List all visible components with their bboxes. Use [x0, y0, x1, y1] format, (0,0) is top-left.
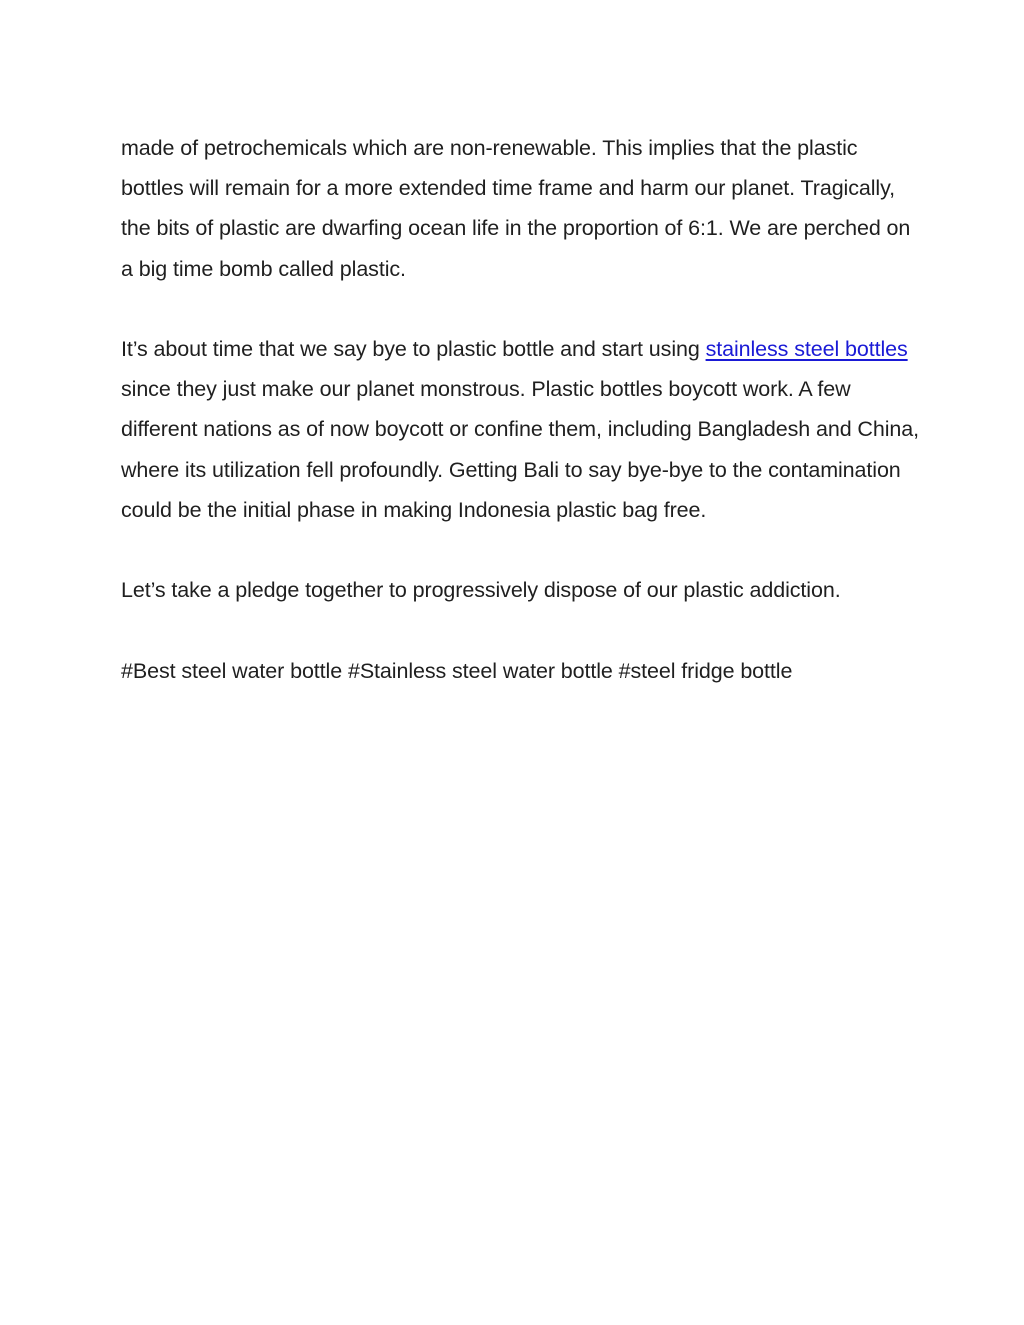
stainless-steel-bottles-link[interactable]: stainless steel bottles — [705, 337, 908, 361]
paragraph-text-after-link: since they just make our planet monstrous. Plastic bottles boycott work. A few different nations as of now boycott or confine them, including Bangladesh and China, where its utilization fell profoundly. Getting Bali to say bye-bye to the contamination could be the initial phase in making Indonesia plastic bag free. — [121, 377, 919, 522]
document-page — [121, 128, 921, 691]
paragraph-text-before-link: It’s about time that we say bye to plastic bottle and start using — [121, 337, 706, 361]
paragraph-petrochemicals: made of petrochemicals which are non-renewable. This implies that the plastic bottles will remain for a more extended time frame and harm our planet. Tragically, the bits of plastic are dwarfing ocean life in the proportion of 6:1. We are perched on a big time bomb called plastic. — [121, 136, 911, 281]
paragraph-pledge: Let’s take a pledge together to progressively dispose of our plastic addiction. — [121, 578, 841, 603]
hashtags-line: #Best steel water bottle #Stainless steel water bottle #steel fridge bottle — [121, 658, 793, 683]
paragraph-stainless-steel — [121, 329, 921, 530]
